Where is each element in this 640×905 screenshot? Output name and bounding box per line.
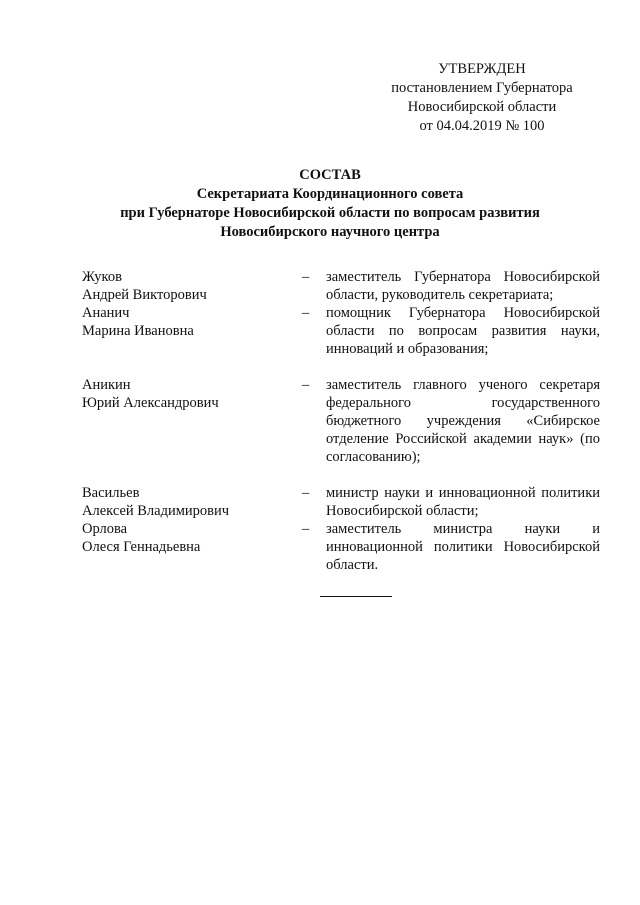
member-row: [82, 520, 600, 574]
member-surname: Васильев: [82, 485, 140, 501]
member-given-name: Андрей Викторович: [82, 287, 207, 303]
member-surname: Аникин: [82, 377, 131, 393]
document-title: [60, 166, 600, 242]
member-dash: –: [302, 485, 310, 501]
member-dash: –: [302, 305, 310, 321]
member-role: заместитель министра науки и инновационной политики Новосибирской области.: [326, 521, 600, 573]
member-role: помощник Губернатора Новосибирской области по вопросам развития науки, инноваций и образования;: [326, 305, 600, 357]
member-given-name: Алексей Владимирович: [82, 503, 230, 519]
member-dash: –: [302, 377, 310, 393]
member-role: заместитель Губернатора Новосибирской области, руководитель секретариата;: [326, 269, 600, 303]
member-list: [82, 268, 600, 574]
member-row: [82, 484, 600, 520]
title-line-2: при Губернаторе Новосибирской области по вопросам развития: [120, 205, 540, 221]
title-line-1: Секретариата Координационного совета: [196, 186, 464, 202]
approval-act: постановлением Губернатора: [391, 80, 573, 96]
approval-region: Новосибирской области: [407, 99, 557, 115]
closing-rule: [320, 596, 392, 597]
member-dash: –: [302, 521, 310, 537]
member-row: [82, 304, 600, 376]
member-given-name: Марина Ивановна: [82, 323, 194, 339]
member-surname: Орлова: [82, 521, 128, 537]
member-role: заместитель главного ученого секретаря федерального государственного бюджетного учреждения «Сибирское отделение Российской академии наук» (по согласованию);: [326, 377, 600, 465]
approval-stamp: [382, 60, 582, 136]
member-surname: Ананич: [82, 305, 130, 321]
title-heading: СОСТАВ: [299, 167, 361, 183]
approval-status: УТВЕРЖДЕН: [438, 61, 526, 77]
member-name: [82, 376, 302, 484]
member-row: [82, 376, 600, 484]
member-surname: Жуков: [82, 269, 122, 285]
member-name: [82, 268, 302, 304]
member-dash: –: [302, 269, 310, 285]
member-given-name: Олеся Геннадьевна: [82, 539, 201, 555]
title-line-3: Новосибирского научного центра: [220, 224, 440, 240]
member-name: [82, 304, 302, 376]
member-row: [82, 268, 600, 304]
member-given-name: Юрий Александрович: [82, 395, 219, 411]
approval-date-number: от 04.04.2019 № 100: [419, 118, 545, 134]
member-name: [82, 484, 302, 520]
member-name: [82, 520, 302, 574]
member-role: министр науки и инновационной политики Новосибирской области;: [326, 485, 600, 519]
